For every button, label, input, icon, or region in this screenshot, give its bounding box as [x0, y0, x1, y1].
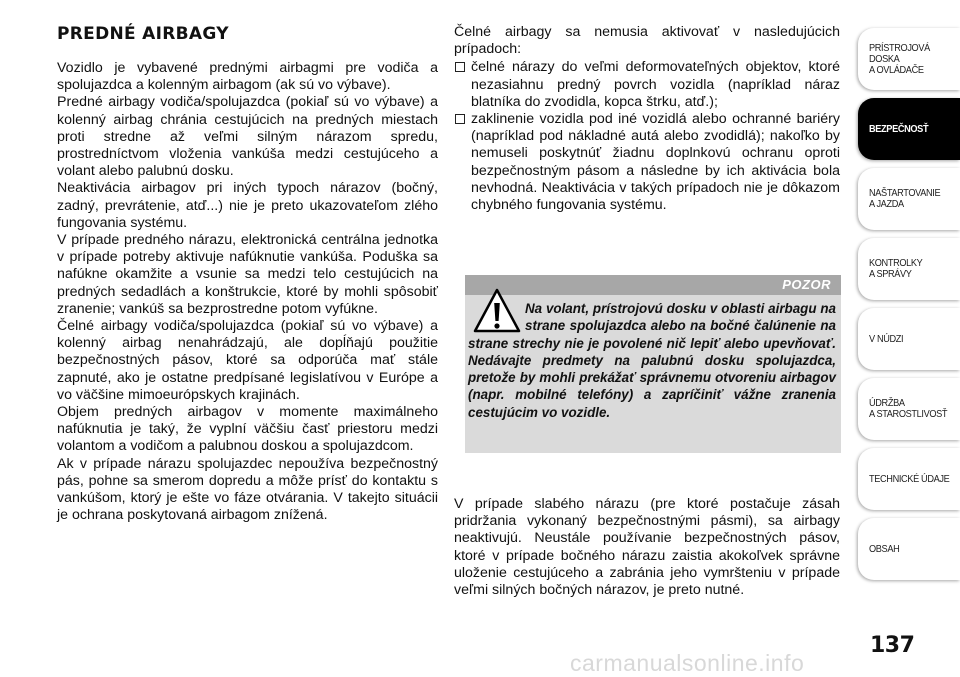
- bullet-text: čelné nárazy do veľmi deformovateľných objektov, ktoré nezasiahnu predný povrch vozidla (napríklad náraz blatníka do zvodidla, kopca štrku, atď.);: [471, 59, 840, 110]
- sidebar-item-label: OBSAH: [869, 543, 900, 555]
- right-bottom-paragraph-block: [454, 496, 840, 599]
- left-paragraph: Predné airbagy vodiča/spolujazdca (pokiaľ sú vo výbave) a kolenný airbag chránia cestujúcich na predných miestach proti stredne až veľmi silným nárazom spredu, prostredníctvom vloženia vankúša medzi cestujúceho a volant alebo palubnú dosku.: [57, 94, 438, 180]
- warning-box: [465, 275, 841, 453]
- chapter-sidebar: [858, 28, 960, 588]
- sidebar-item-udrzba[interactable]: [858, 378, 960, 440]
- warning-body: Na volant, prístrojovú dosku v oblasti airbagu na strane spolujazdca alebo na bočné čalúnenie na strane strechy nie je povolené nič lepiť alebo upevňovať. Nedávajte predmety na palubnú dosku spolujazdca, pretože by mohli prekážať správnemu otvoreniu airbagov (napr. mobilné telefóny) a zapríčiniť vážne zranenia cestujúcim vo vozidle.: [468, 301, 836, 420]
- right-column: [454, 24, 840, 214]
- warning-label: POZOR: [782, 277, 831, 292]
- page-number: 137: [870, 633, 915, 658]
- sidebar-item-kontrolky[interactable]: [858, 238, 960, 300]
- list-item: [454, 59, 840, 111]
- checkbox-bullet-icon: [454, 59, 471, 111]
- sidebar-item-pristrojova-doska[interactable]: [858, 28, 960, 90]
- left-paragraph: Ak v prípade nárazu spolujazdec nepoužíva bezpečnostný pás, pohne sa smerom dopredu a môže prísť do kontaktu s vankúšom, ktorý je ešte vo fáze otvárania. V takejto situácii je ochrana poskytovaná airbagom znížená.: [57, 455, 438, 524]
- bullet-text: zaklinenie vozidla pod iné vozidlá alebo ochranné bariéry (napríklad pod nákladné autá alebo zvodidlá); nakoľko by nemuseli poskytnúť žiadnu doplnkovú ochranu oproti bezpečnostným pásom a následne by ich aktivácia bola nevhodná. Neaktivácia v takých prípadoch nie je dôkazom chybného fungovania systému.: [471, 111, 840, 214]
- sidebar-item-label: BEZPEČNOSŤ: [869, 123, 929, 135]
- sidebar-item-v-nudzi[interactable]: [858, 308, 960, 370]
- sidebar-item-label: V NÚDZI: [869, 333, 904, 345]
- left-paragraph: Objem predných airbagov v momente maximálneho nafúknutia je taký, že vyplní väčšiu časť priestoru medzi volantom a vodičom a palubnou doskou a spolujazdcom.: [57, 404, 438, 455]
- sidebar-item-obsah[interactable]: [858, 518, 960, 580]
- sidebar-item-label: KONTROLKY A SPRÁVY: [869, 258, 923, 280]
- sidebar-item-label: TECHNICKÉ ÚDAJE: [869, 473, 950, 485]
- list-item: [454, 111, 840, 214]
- sidebar-item-label: NAŠTARTOVANIE A JAZDA: [869, 188, 941, 210]
- left-paragraph: Neaktivácia airbagov pri iných typoch nárazov (bočný, zadný, prevrátenie, atď...) nie je preto ukazovateľom zlého fungovania systému.: [57, 180, 438, 231]
- checkbox-bullet-icon: [454, 111, 471, 214]
- sidebar-item-label: PRÍSTROJOVÁ DOSKA A OVLÁDAČE: [869, 42, 930, 76]
- sidebar-item-label: ÚDRŽBA A STAROSTLIVOSŤ: [869, 398, 948, 420]
- watermark: carmanualsonline.info: [570, 650, 805, 676]
- warning-text: [468, 300, 836, 421]
- left-paragraph: Vozidlo je vybavené prednými airbagmi pre vodiča a spolujazdca a kolenným airbagom (ak sú vo výbave).: [57, 60, 438, 94]
- left-paragraph: Čelné airbagy vodiča/spolujazdca (pokiaľ sú vo výbave) a kolenný airbag nenahrádzajú, ale dopĺňajú použitie bezpečnostných pásov, ktoré sa odporúča mať stále zapnuté, ako je ostatne predpísané legislatívou v Európe a vo väčšine mimoeurópskych krajinách.: [57, 318, 438, 403]
- bullet-list: [454, 59, 840, 214]
- right-intro: Čelné airbagy sa nemusia aktivovať v nasledujúcich prípadoch:: [454, 24, 840, 58]
- sidebar-item-bezpecnost[interactable]: [858, 98, 960, 160]
- right-bottom-paragraph: V prípade slabého nárazu (pre ktoré postačuje zásah pridržania vykonaný bezpečnostnými pásmi), sa airbagy neaktivujú. Neustále používanie bezpečnostných pásov, ktoré v prípade bočného nárazu zaistia akokoľvek správne uloženie cestujúceho a zabránia jeho vymršteniu v prípade veľmi silných bočných nárazov, je preto nutné.: [454, 496, 840, 599]
- section-heading: PREDNÉ AIRBAGY: [57, 24, 229, 44]
- sidebar-item-technicke-udaje[interactable]: [858, 448, 960, 510]
- left-paragraph: V prípade predného nárazu, elektronická centrálna jednotka v prípade potreby aktivuje nafúknutie vankúša. Poduška sa nafúkne okamžite a vsunie sa medzi telo cestujúcich na predných sedadlách a konštrukcie, ktoré by mohli spôsobiť zranenie; vankúš sa bezprostredne potom vyfúkne.: [57, 232, 438, 317]
- left-column: [57, 24, 438, 524]
- sidebar-item-nastartovanie[interactable]: [858, 168, 960, 230]
